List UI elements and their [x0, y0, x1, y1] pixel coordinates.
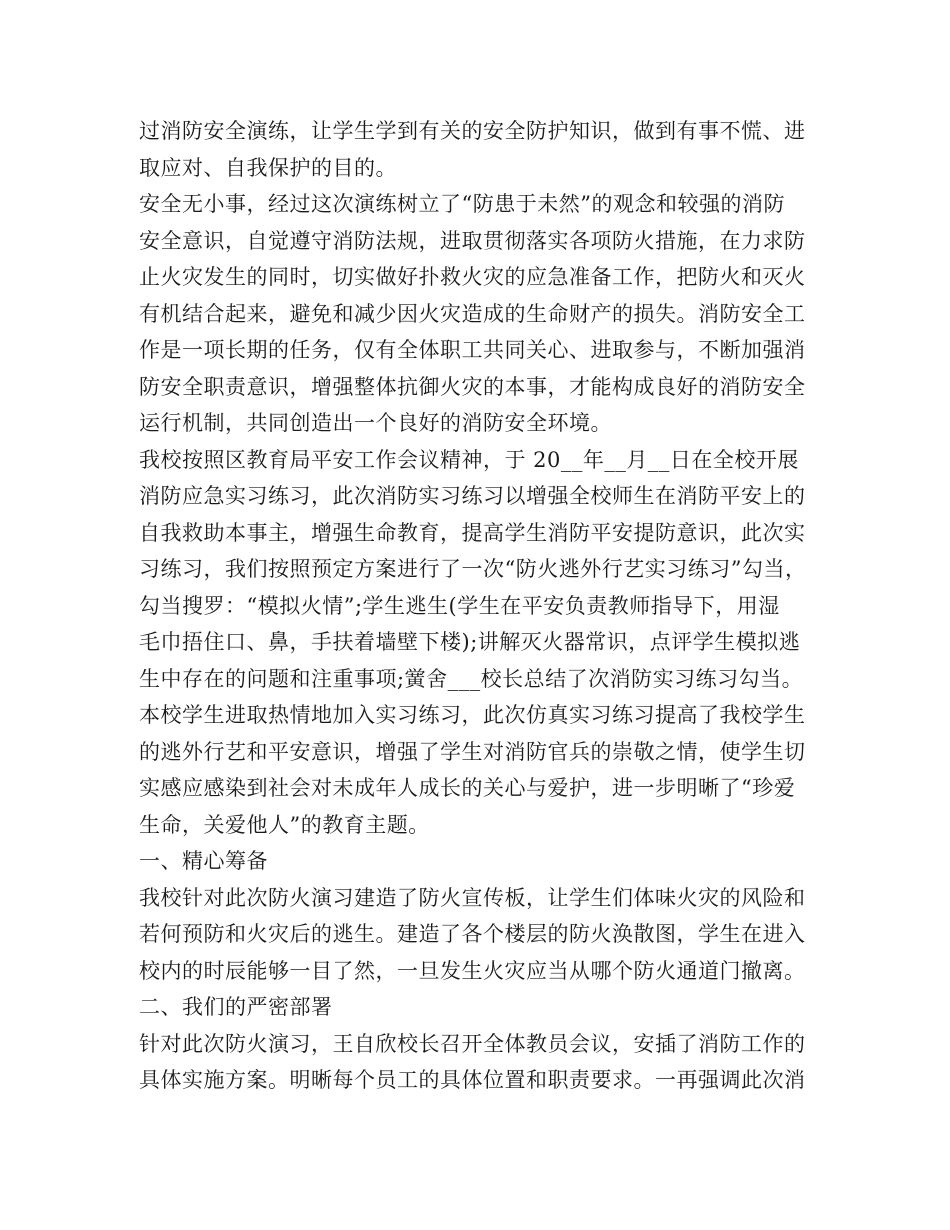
text-line: 的逃外行艺和平安意识，增强了学生对消防官兵的崇敬之情，使学生切: [139, 739, 806, 764]
text-line: 安全无小事，经过这次演练树立了“防患于未然”的观念和较强的消防: [139, 192, 785, 216]
text-line: 自我救助本事主，增强生命教育，提高学生消防平安提防意识，此次实: [139, 520, 806, 545]
text-line: 我校按照区教育局平安工作会议精神，于 20__年__月__日在全校开展: [139, 447, 799, 472]
text-line: 安全意识，自觉遵守消防法规，进取贯彻落实各项防火措施，在力求防: [139, 228, 806, 253]
text-line: 我校针对此次防火演习建造了防火宣传板，让学生们体味火灾的风险和: [139, 885, 806, 910]
text-line: 有机结合起来，避免和减少因火灾造成的生命财产的损失。消防安全工: [139, 301, 806, 326]
text-line: 生中存在的问题和注重事项;黉舍___校长总结了次消防实习练习勾当。: [139, 666, 804, 691]
text-line: 防安全职责意识，增强整体抗御火灾的本事，才能构成良好的消防安全: [139, 374, 806, 399]
text-line: 过消防安全演练，让学生学到有关的安全防护知识，做到有事不慌、进: [139, 119, 806, 143]
text-line: 运行机制，共同创造出一个良好的消防安全环境。: [139, 411, 612, 435]
text-line: 习练习，我们按照预定方案进行了一次“防火逃外行艺实习练习”勾当，: [139, 557, 807, 581]
section-heading: 一、精心筹备: [139, 849, 268, 873]
text-line: 校内的时辰能够一目了然，一旦发生火灾应当从哪个防火通道门撤离。: [139, 958, 806, 983]
document-body: [139, 113, 829, 1099]
text-line: 实感应感染到社会对未成年人成长的关心与爱护，进一步明晰了“珍爱: [139, 776, 796, 800]
text-line: 勾当搜罗：“模拟火情”;学生逃生(学生在平安负责教师指导下，用湿: [139, 593, 780, 618]
text-line: 针对此次防火演习，王自欣校长召开全体教员会议，安插了消防工作的: [139, 1031, 806, 1056]
text-line: 毛巾捂住口、鼻，手扶着墙壁下楼);讲解灭火器常识，点评学生模拟逃: [139, 630, 801, 654]
text-line: 具体实施方案。明晰每个员工的具体位置和职责要求。一再强调此次消: [139, 1068, 806, 1092]
text-line: 消防应急实习练习，此次消防实习练习以增强全校师生在消防平安上的: [139, 484, 806, 508]
text-line: 作是一项长期的任务，仅有全体职工共同关心、进取参与，不断加强消: [139, 338, 806, 362]
text-line: 若何预防和火灾后的逃生。建造了各个楼层的防火涣散图，学生在进入: [139, 922, 806, 946]
section-heading: 二、我们的严密部署: [139, 995, 333, 1019]
text-line: 本校学生进取热情地加入实习练习，此次仿真实习练习提高了我校学生: [139, 703, 806, 727]
text-line: 生命，关爱他人”的教育主题。: [139, 812, 430, 837]
text-line: 止火灾发生的同时，切实做好扑救火灾的应急准备工作，把防火和灭火: [139, 265, 806, 289]
text-line: 取应对、自我保护的目的。: [139, 155, 397, 180]
